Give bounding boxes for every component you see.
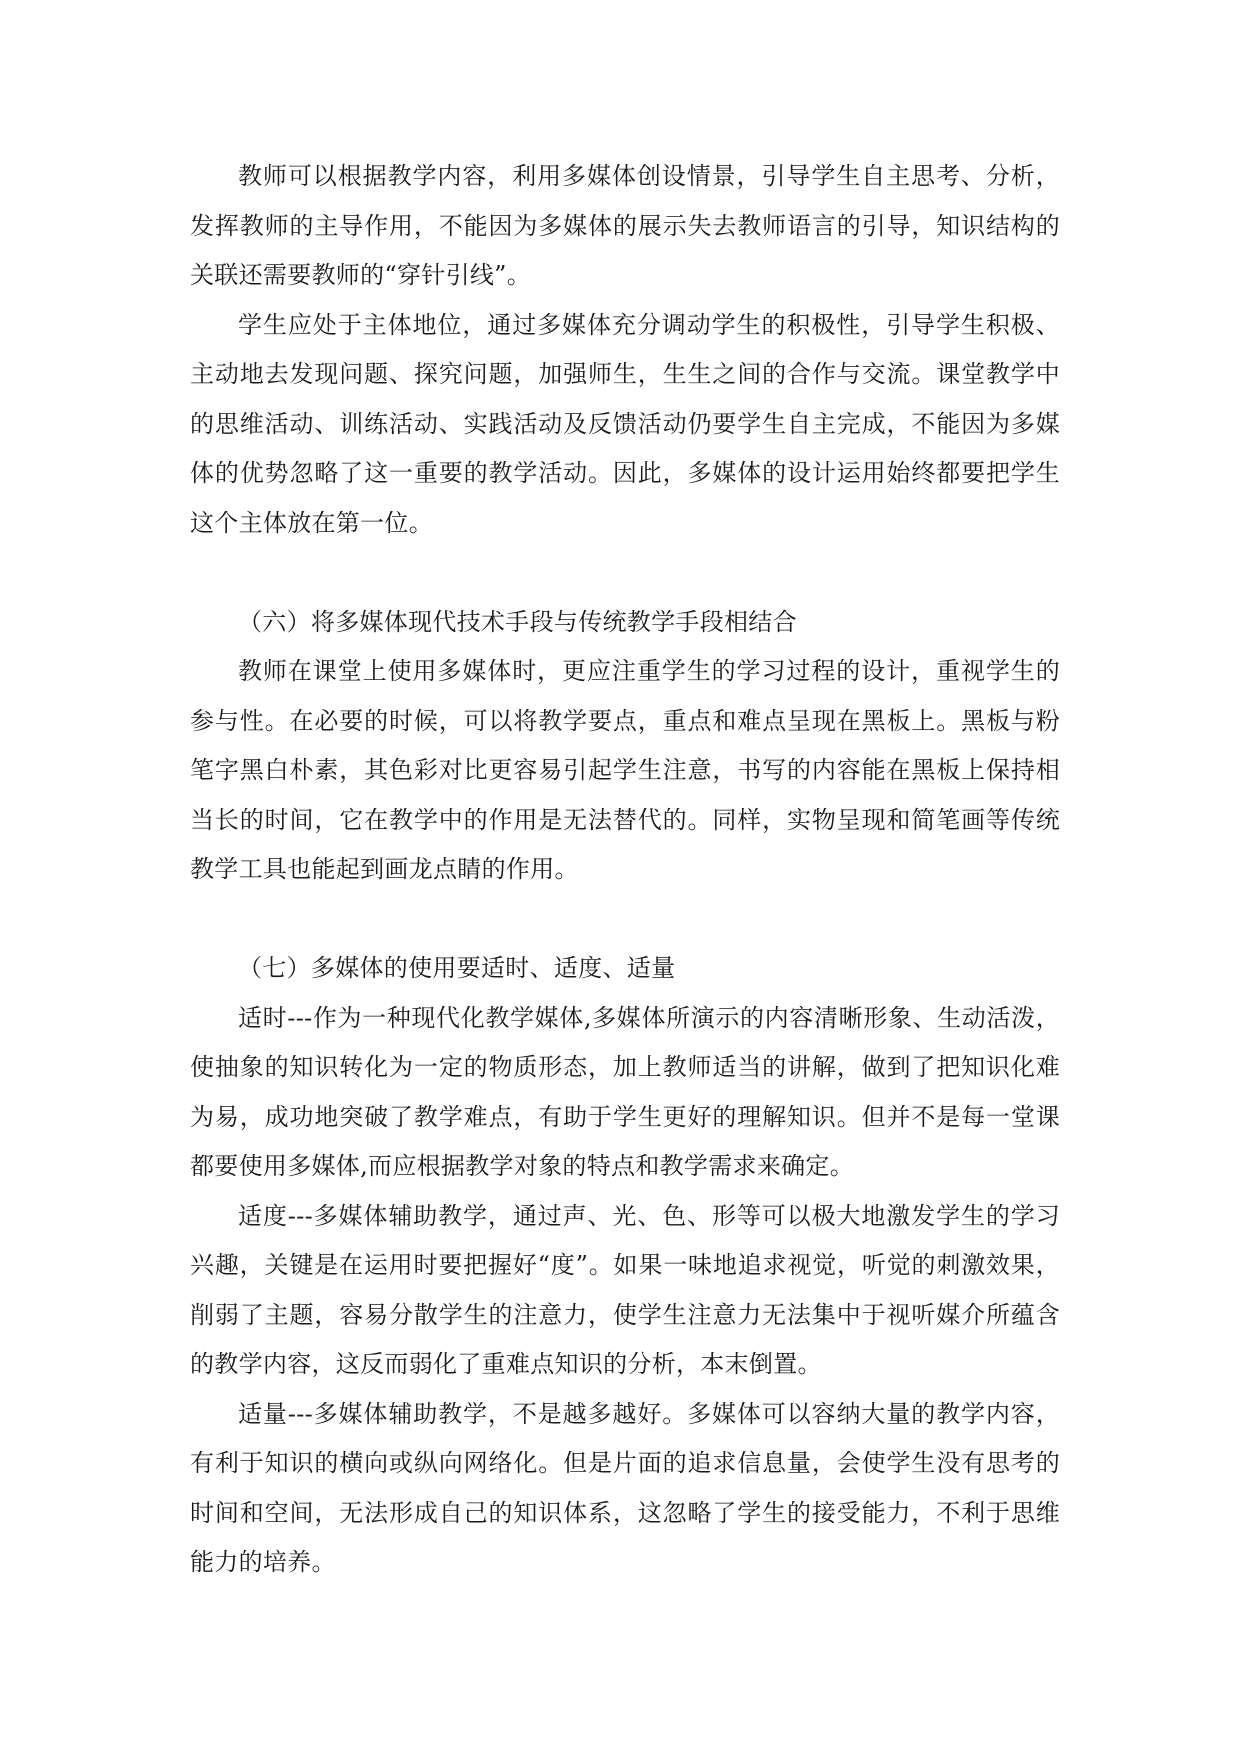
paragraph: 教师在课堂上使用多媒体时，更应注重学生的学习过程的设计，重视学生的参与性。在必要的时候，可以将教学要点，重点和难点呈现在黑板上。黑板与粉笔字黑白朴素，其色彩对比更容易引起学生注意，书写的内容能在黑板上保持相当长的时间，它在教学中的作用是无法替代的。同样，实物呈现和简笔画等传统教学工具也能起到画龙点睛的作用。 [190,657,1060,883]
section-seven [190,944,1060,1588]
section-heading: （六）将多媒体现代技术手段与传统教学手段相结合 [238,607,797,636]
section-intro [190,152,1060,548]
section-six [190,598,1060,895]
paragraph: 学生应处于主体地位，通过多媒体充分调动学生的积极性，引导学生积极、主动地去发现问题、探究问题，加强师生，生生之间的合作与交流。课堂教学中的思维活动、训练活动、实践活动及反馈活动仍要学生自主完成，不能因为多媒体的优势忽略了这一重要的教学活动。因此，多媒体的设计运用始终都要把学生这个主体放在第一位。 [190,310,1060,537]
section-heading: （七）多媒体的使用要适时、适度、适量 [238,954,676,982]
document-page [190,152,1060,1588]
paragraph: 适量---多媒体辅助教学，不是越多越好。多媒体可以容纳大量的教学内容，有利于知识的横向或纵向网络化。但是片面的追求信息量，会使学生没有思考的时间和空间，无法形成自己的知识体系，这忽略了学生的接受能力，不利于思维能力的培养。 [190,1399,1060,1576]
section-spacer [190,548,1060,598]
paragraph: 适时---作为一种现代化教学媒体,多媒体所演示的内容清晰形象、生动活泼，使抽象的知识转化为一定的物质形态，加上教师适当的讲解，做到了把知识化难为易，成功地突破了教学难点，有助于学生更好的理解知识。但并不是每一堂课都要使用多媒体,而应根据教学对象的特点和教学需求来确定。 [190,1003,1060,1180]
paragraph: 教师可以根据教学内容，利用多媒体创设情景，引导学生自主思考、分析，发挥教师的主导作用，不能因为多媒体的展示失去教师语言的引导，知识结构的关联还需要教师的“穿针引线”。 [190,162,1060,289]
section-spacer [190,895,1060,945]
paragraph: 适度---多媒体辅助教学，通过声、光、色、形等可以极大地激发学生的学习兴趣，关键是在运用时要把握好“度”。如果一味地追求视觉，听觉的刺激效果，削弱了主题，容易分散学生的注意力，使学生注意力无法集中于视听媒介所蕴含的教学内容，这反而弱化了重难点知识的分析，本末倒置。 [190,1201,1060,1378]
